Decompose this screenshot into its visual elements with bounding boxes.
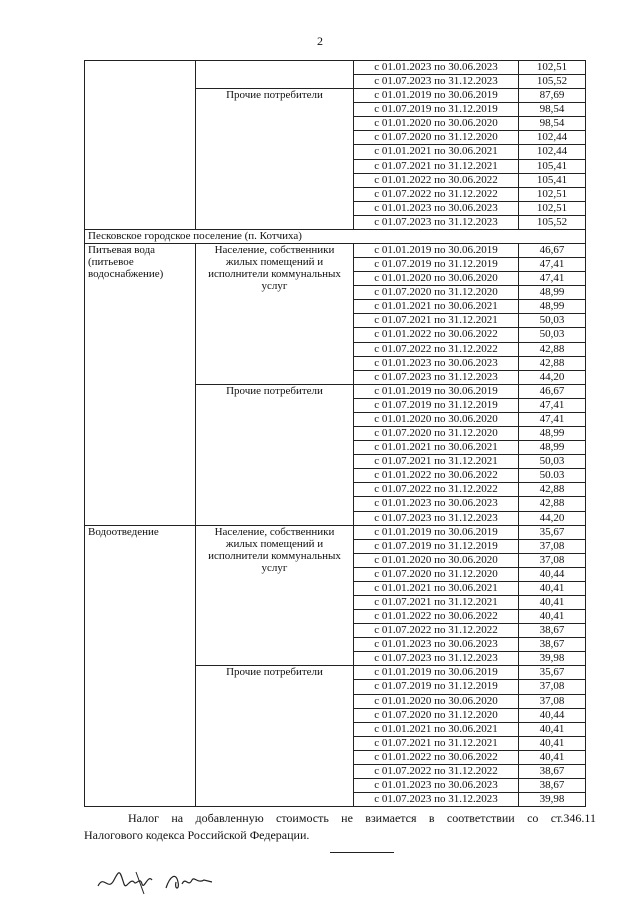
- signature-1-tail: [136, 872, 144, 894]
- tariff-value-cell: 47,41: [519, 398, 586, 412]
- period-cell: с 01.07.2021 по 31.12.2021: [354, 159, 519, 173]
- table-row: [85, 244, 586, 258]
- period-cell: с 01.07.2023 по 31.12.2023: [354, 75, 519, 89]
- page-number: 2: [317, 34, 323, 48]
- tariff-value-cell: 38,67: [519, 638, 586, 652]
- tariff-value-cell: 105,52: [519, 215, 586, 229]
- tariff-value-cell: 35,67: [519, 525, 586, 539]
- tariff-value-cell: 40,41: [519, 750, 586, 764]
- tariff-value-cell: 37,08: [519, 553, 586, 567]
- tariff-value-cell: 87,69: [519, 89, 586, 103]
- tariff-value-cell: 50,03: [519, 314, 586, 328]
- period-cell: с 01.07.2021 по 31.12.2021: [354, 455, 519, 469]
- period-cell: с 01.01.2019 по 30.06.2019: [354, 666, 519, 680]
- period-cell: с 01.01.2019 по 30.06.2019: [354, 525, 519, 539]
- table-row: [85, 525, 586, 539]
- period-cell: с 01.01.2019 по 30.06.2019: [354, 384, 519, 398]
- period-cell: с 01.07.2020 по 31.12.2020: [354, 708, 519, 722]
- settlement-name: Песковское городское поселение (п. Котчиха): [85, 229, 586, 243]
- tariff-value-cell: 42,88: [519, 483, 586, 497]
- period-cell: с 01.07.2022 по 31.12.2022: [354, 624, 519, 638]
- tariff-value-cell: 40,41: [519, 736, 586, 750]
- tariff-value-cell: 47,41: [519, 412, 586, 426]
- tariff-value-cell: 48,99: [519, 441, 586, 455]
- tariff-value-cell: 39,98: [519, 793, 586, 807]
- tariff-value-cell: 42,88: [519, 356, 586, 370]
- signature-2: [166, 876, 212, 888]
- consumer-cell: Прочие потребители: [196, 89, 354, 230]
- tariff-value-cell: 38,67: [519, 778, 586, 792]
- tariff-value-cell: 98,54: [519, 117, 586, 131]
- tariff-value-cell: 44,20: [519, 370, 586, 384]
- period-cell: с 01.07.2021 по 31.12.2021: [354, 736, 519, 750]
- tariff-value-cell: 102,44: [519, 145, 586, 159]
- footnote-line-1: Налог на добавленную стоимость не взимается в соответствии со ст.346.11: [128, 811, 596, 825]
- period-cell: с 01.01.2020 по 30.06.2020: [354, 553, 519, 567]
- period-cell: с 01.01.2021 по 30.06.2021: [354, 581, 519, 595]
- period-cell: с 01.01.2023 по 30.06.2023: [354, 497, 519, 511]
- period-cell: с 01.01.2019 по 30.06.2019: [354, 244, 519, 258]
- tariff-value-cell: 48,99: [519, 427, 586, 441]
- tariff-value-cell: 48,99: [519, 286, 586, 300]
- tariff-value-cell: 102,51: [519, 61, 586, 75]
- tariff-value-cell: 37,08: [519, 694, 586, 708]
- separator-line: [330, 852, 394, 853]
- period-cell: с 01.01.2022 по 30.06.2022: [354, 610, 519, 624]
- period-cell: с 01.07.2019 по 31.12.2019: [354, 103, 519, 117]
- tariff-value-cell: 37,08: [519, 680, 586, 694]
- tariff-value-cell: 105,41: [519, 173, 586, 187]
- tariff-value-cell: 102,51: [519, 201, 586, 215]
- period-cell: с 01.01.2021 по 30.06.2021: [354, 441, 519, 455]
- consumer-cell: Прочие потребители: [196, 384, 354, 525]
- period-cell: с 01.01.2022 по 30.06.2022: [354, 750, 519, 764]
- tariff-value-cell: 47,41: [519, 258, 586, 272]
- period-cell: с 01.01.2022 по 30.06.2022: [354, 469, 519, 483]
- period-cell: с 01.07.2021 по 31.12.2021: [354, 314, 519, 328]
- tariff-table: [84, 60, 586, 807]
- tariff-value-cell: 42,88: [519, 342, 586, 356]
- tariff-value-cell: 102,44: [519, 131, 586, 145]
- service-cell: Питьевая вода (питьевое водоснабжение): [85, 244, 196, 526]
- period-cell: с 01.01.2020 по 30.06.2020: [354, 272, 519, 286]
- tariff-value-cell: 46,67: [519, 244, 586, 258]
- consumer-cell: Население, собственники жилых помещений и исполнители коммунальных услуг: [196, 244, 354, 385]
- period-cell: с 01.01.2023 по 30.06.2023: [354, 356, 519, 370]
- tariff-value-cell: 50,03: [519, 455, 586, 469]
- tariff-value-cell: 40,41: [519, 722, 586, 736]
- period-cell: с 01.01.2023 по 30.06.2023: [354, 778, 519, 792]
- period-cell: с 01.01.2021 по 30.06.2021: [354, 722, 519, 736]
- tariff-value-cell: 40,41: [519, 581, 586, 595]
- service-cell: [85, 61, 196, 230]
- tariff-value-cell: 47,41: [519, 272, 586, 286]
- period-cell: с 01.01.2020 по 30.06.2020: [354, 117, 519, 131]
- period-cell: с 01.01.2020 по 30.06.2020: [354, 694, 519, 708]
- period-cell: с 01.07.2020 по 31.12.2020: [354, 427, 519, 441]
- consumer-cell: Население, собственники жилых помещений и исполнители коммунальных услуг: [196, 525, 354, 666]
- signature-1: [98, 873, 152, 886]
- footnote-line-2: Налогового кодекса Российской Федерации.: [84, 828, 310, 842]
- period-cell: с 01.07.2023 по 31.12.2023: [354, 793, 519, 807]
- period-cell: с 01.07.2019 по 31.12.2019: [354, 680, 519, 694]
- tariff-value-cell: 40,44: [519, 708, 586, 722]
- period-cell: с 01.07.2022 по 31.12.2022: [354, 483, 519, 497]
- period-cell: с 01.07.2022 по 31.12.2022: [354, 764, 519, 778]
- period-cell: с 01.07.2020 по 31.12.2020: [354, 131, 519, 145]
- vat-footnote: [84, 810, 596, 844]
- tariff-value-cell: 38,67: [519, 764, 586, 778]
- period-cell: с 01.07.2023 по 31.12.2023: [354, 511, 519, 525]
- tariff-value-cell: 44,20: [519, 511, 586, 525]
- consumer-cell: Прочие потребители: [196, 666, 354, 807]
- service-cell: Водоотведение: [85, 525, 196, 807]
- tariff-value-cell: 105,52: [519, 75, 586, 89]
- period-cell: с 01.01.2022 по 30.06.2022: [354, 173, 519, 187]
- period-cell: с 01.07.2020 по 31.12.2020: [354, 567, 519, 581]
- period-cell: с 01.01.2021 по 30.06.2021: [354, 300, 519, 314]
- tariff-value-cell: 39,98: [519, 652, 586, 666]
- tariff-value-cell: 46,67: [519, 384, 586, 398]
- tariff-value-cell: 105,41: [519, 159, 586, 173]
- period-cell: с 01.07.2022 по 31.12.2022: [354, 187, 519, 201]
- tariff-value-cell: 37,08: [519, 539, 586, 553]
- tariff-value-cell: 38,67: [519, 624, 586, 638]
- period-cell: с 01.07.2023 по 31.12.2023: [354, 370, 519, 384]
- tariff-value-cell: 35,67: [519, 666, 586, 680]
- period-cell: с 01.01.2023 по 30.06.2023: [354, 61, 519, 75]
- period-cell: с 01.07.2020 по 31.12.2020: [354, 286, 519, 300]
- tariff-value-cell: 40,41: [519, 610, 586, 624]
- tariff-value-cell: 40,41: [519, 595, 586, 609]
- tariff-value-cell: 40,44: [519, 567, 586, 581]
- tariff-value-cell: 102,51: [519, 187, 586, 201]
- period-cell: с 01.01.2023 по 30.06.2023: [354, 638, 519, 652]
- table-row: [85, 61, 586, 75]
- tariff-value-cell: 48,99: [519, 300, 586, 314]
- period-cell: с 01.01.2023 по 30.06.2023: [354, 201, 519, 215]
- period-cell: с 01.01.2019 по 30.06.2019: [354, 89, 519, 103]
- period-cell: с 01.07.2021 по 31.12.2021: [354, 595, 519, 609]
- period-cell: с 01.07.2019 по 31.12.2019: [354, 539, 519, 553]
- period-cell: с 01.01.2021 по 30.06.2021: [354, 145, 519, 159]
- period-cell: с 01.07.2022 по 31.12.2022: [354, 342, 519, 356]
- signatures-handwritten: [96, 862, 236, 898]
- tariff-value-cell: 42,88: [519, 497, 586, 511]
- settlement-row: [85, 229, 586, 243]
- period-cell: с 01.01.2020 по 30.06.2020: [354, 412, 519, 426]
- period-cell: с 01.07.2019 по 31.12.2019: [354, 398, 519, 412]
- tariff-value-cell: 98,54: [519, 103, 586, 117]
- period-cell: с 01.07.2023 по 31.12.2023: [354, 652, 519, 666]
- consumer-cell: [196, 61, 354, 89]
- period-cell: с 01.01.2022 по 30.06.2022: [354, 328, 519, 342]
- tariff-value-cell: 50,03: [519, 328, 586, 342]
- tariff-value-cell: 50.03: [519, 469, 586, 483]
- period-cell: с 01.07.2023 по 31.12.2023: [354, 215, 519, 229]
- period-cell: с 01.07.2019 по 31.12.2019: [354, 258, 519, 272]
